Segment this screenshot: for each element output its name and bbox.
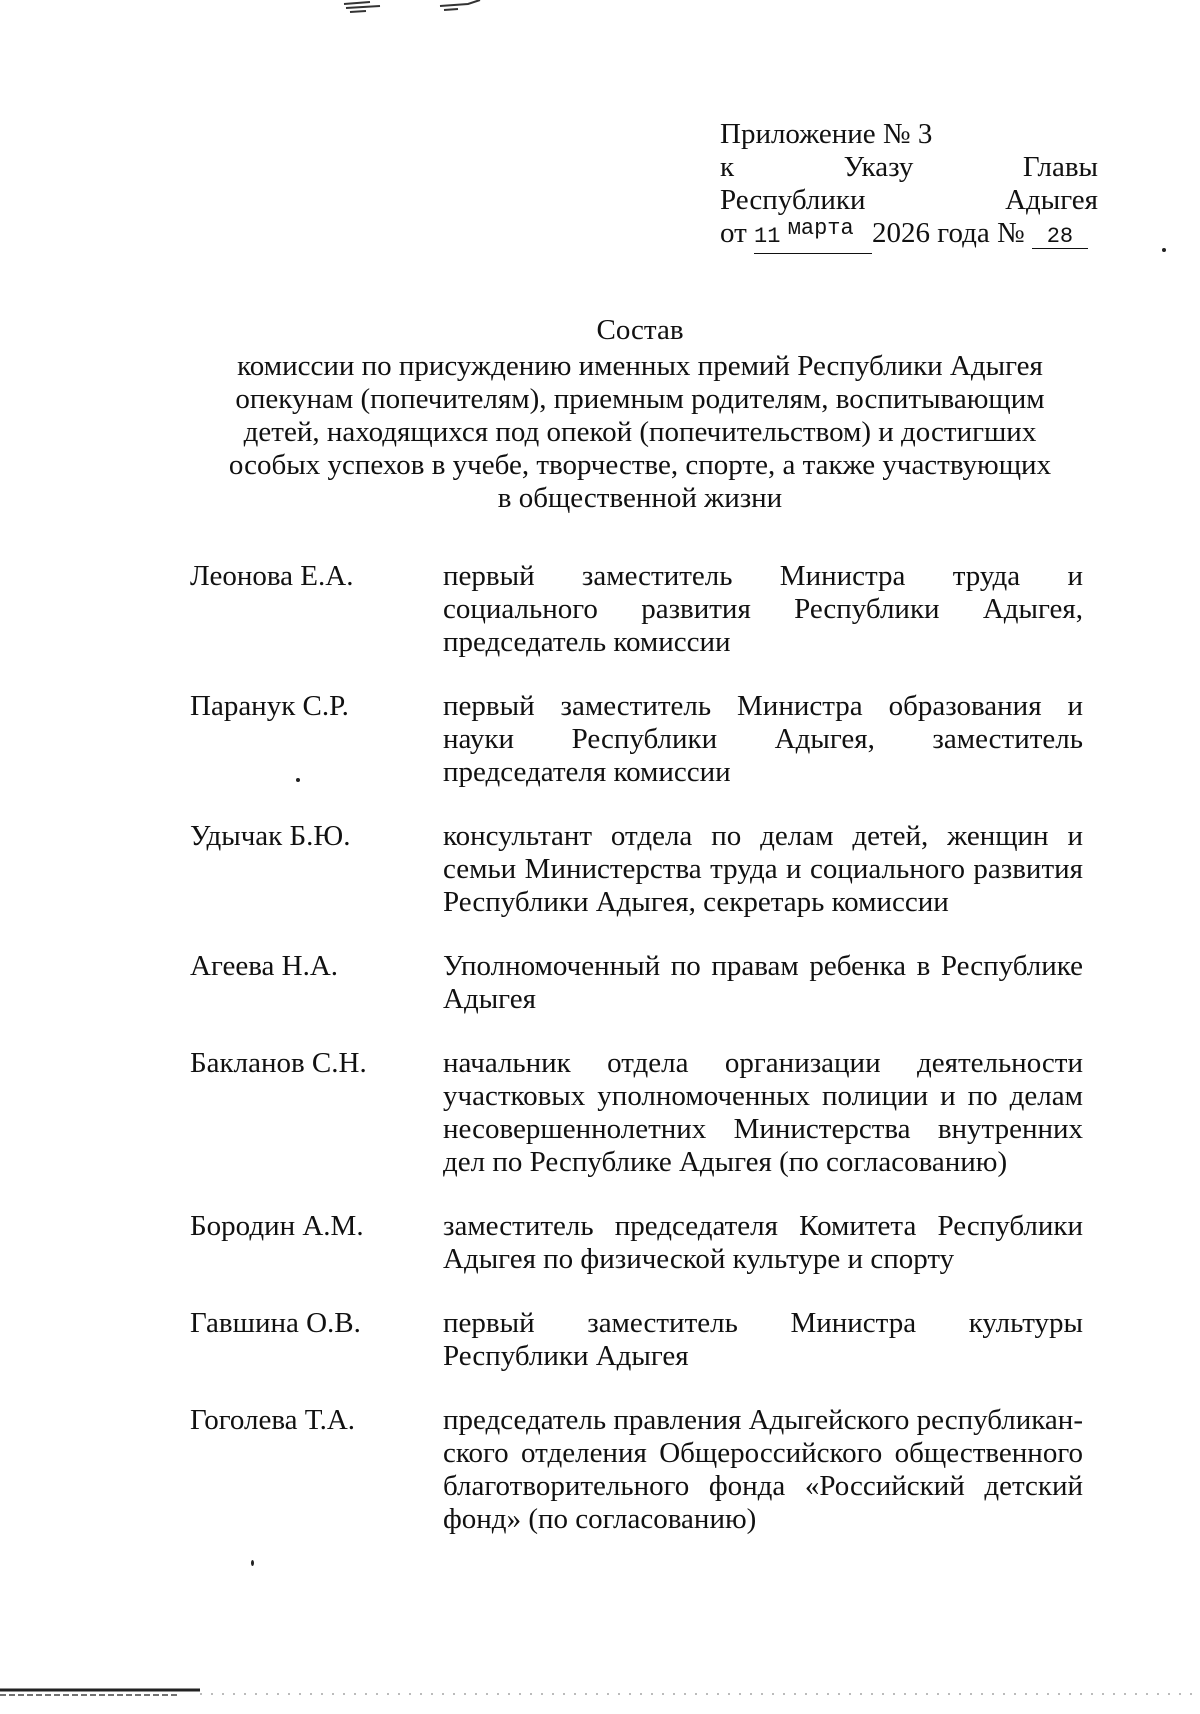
member-role: председатель правления Адыгейского республиканского отделения Общероссийского общественного благотворительного фонда «Российский детский фонд» (по согласованию) bbox=[443, 1404, 1083, 1535]
document-title bbox=[200, 314, 1080, 515]
date-day: 11 bbox=[754, 224, 781, 249]
member-row bbox=[190, 1307, 1090, 1373]
date-month: марта bbox=[787, 216, 854, 241]
appendix-head-word: Главы bbox=[1022, 151, 1098, 183]
member-name: Гавшина О.В. bbox=[190, 1307, 361, 1339]
member-role: Уполномоченный по правам ребенка в Республике Адыгея bbox=[443, 950, 1083, 1015]
title-line: комиссии по присуждению именных премий Республики Адыгея bbox=[237, 350, 1043, 382]
member-row bbox=[190, 560, 1090, 659]
title-heading: Состав bbox=[596, 314, 684, 346]
member-name: Паранук С.Р. bbox=[190, 690, 349, 722]
scan-speck bbox=[251, 1560, 254, 1566]
scan-artifact-bottom bbox=[0, 1686, 1200, 1700]
member-row bbox=[190, 820, 1090, 919]
appendix-republic-line bbox=[720, 184, 1098, 217]
member-row bbox=[190, 690, 1090, 789]
appendix-adygea-word: Адыгея bbox=[1005, 184, 1098, 216]
member-name: Удычак Б.Ю. bbox=[190, 820, 351, 852]
member-row bbox=[190, 1404, 1090, 1536]
appendix-date-line bbox=[720, 217, 1098, 254]
member-list bbox=[190, 560, 1090, 1536]
title-line: особых успехов в учебе, творчестве, спорте, а также участвующих bbox=[228, 449, 1052, 481]
member-role: первый заместитель Министра труда и социального развития Республики Адыгея, председатель комиссии bbox=[443, 560, 1083, 658]
member-name: Бородин А.М. bbox=[190, 1210, 364, 1242]
member-row bbox=[190, 950, 1090, 1016]
title-line: опекунам (попечителям), приемным родителям, воспитывающим bbox=[235, 383, 1045, 415]
scan-speck bbox=[1162, 248, 1166, 252]
appendix-number-line: Приложение № 3 bbox=[720, 118, 933, 150]
date-year: 2026 года № bbox=[872, 217, 1025, 249]
member-role: консультант отдела по делам детей, женщин и семьи Министерства труда и социального развития Республики Адыгея, секретарь комиссии bbox=[443, 820, 1083, 918]
member-role: первый заместитель Министра образования и науки Республики Адыгея, заместитель председателя комиссии bbox=[443, 690, 1083, 788]
member-role: заместитель председателя Комитета Республики Адыгея по физической культуре и спорту bbox=[443, 1210, 1083, 1275]
member-name: Леонова Е.А. bbox=[190, 560, 354, 592]
member-name: Бакланов С.Н. bbox=[190, 1047, 367, 1079]
date-field bbox=[754, 217, 872, 254]
appendix-decree-prefix: к bbox=[720, 151, 735, 183]
appendix-republic-word: Республики bbox=[720, 184, 866, 216]
title-line: детей, находящихся под опекой (попечительством) и достигших bbox=[243, 416, 1037, 448]
member-name: Агеева Н.А. bbox=[190, 950, 339, 982]
member-row bbox=[190, 1047, 1090, 1179]
member-row bbox=[190, 1210, 1090, 1276]
appendix-decree-word: Указу bbox=[843, 151, 914, 183]
date-prefix: от bbox=[720, 217, 747, 249]
member-role: начальник отдела организации деятельности участковых уполномоченных полиции и по делам несовершеннолетних Министерства внутренних дел по Республике Адыгея (по согласованию) bbox=[443, 1047, 1083, 1178]
member-role: первый заместитель Министра культуры Республики Адыгея bbox=[443, 1307, 1083, 1372]
appendix-decree-line bbox=[720, 151, 1098, 184]
decree-number-field: 28 bbox=[1032, 226, 1088, 249]
scan-artifact-top bbox=[340, 0, 490, 22]
member-name: Гоголева Т.А. bbox=[190, 1404, 356, 1436]
title-line: в общественной жизни bbox=[497, 482, 783, 514]
appendix-header bbox=[720, 118, 1098, 254]
